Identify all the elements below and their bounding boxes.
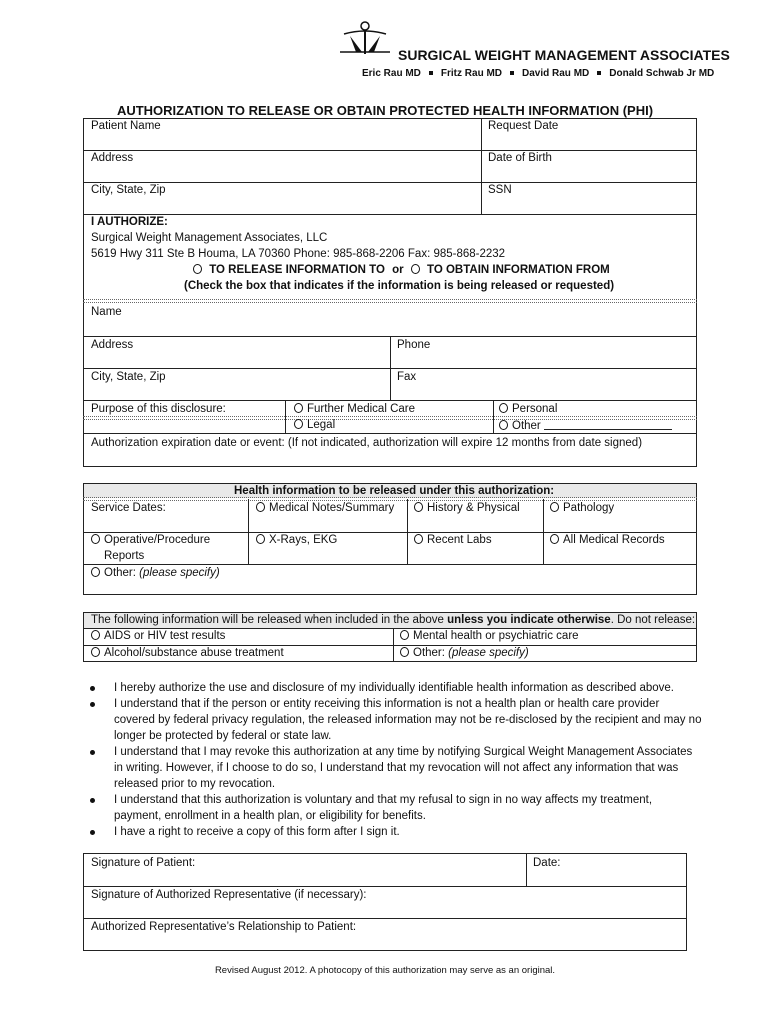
history-physical-option[interactable]: History & Physical <box>414 502 520 514</box>
pathology-radio[interactable] <box>550 502 559 512</box>
company-contact: 5619 Hwy 311 Ste B Houma, LA 70360 Phone: 985-868-2206 Fax: 985-868-2232 <box>91 248 506 260</box>
mental-health-radio[interactable] <box>400 630 409 640</box>
recipient-name-field[interactable]: Name <box>91 306 122 318</box>
doctor-name: Fritz Rau MD <box>440 68 503 79</box>
list-item: I understand that I may revoke this authorization at any time by notifying Surgical Weight Management Associates in writing. However, if I choose to do so, I understand that my revocation will not affect any information that was released prior to my revocation. <box>90 744 702 792</box>
other-exclusion-radio[interactable] <box>400 647 409 657</box>
request-date-field[interactable]: Request Date <box>488 120 559 132</box>
medical-notes-radio[interactable] <box>256 502 265 512</box>
caduceus-figure-logo-icon <box>340 20 390 54</box>
other-purpose-blank[interactable] <box>544 419 672 430</box>
list-item: I hereby authorize the use and disclosure of my individually identifiable health information as described above. <box>90 680 702 696</box>
form-title: AUTHORIZATION TO RELEASE OR OBTAIN PROTECTED HEALTH INFORMATION (PHI) <box>116 103 654 118</box>
doctor-name: Eric Rau MD <box>362 68 421 79</box>
other-purpose-option[interactable]: Other <box>499 419 672 432</box>
recipient-phone-field[interactable]: Phone <box>397 339 431 351</box>
personal-option[interactable]: Personal <box>499 403 557 415</box>
legal-option[interactable]: Legal <box>294 419 335 431</box>
further-care-radio[interactable] <box>294 403 303 413</box>
other-purpose-radio[interactable] <box>499 420 508 430</box>
operative-radio[interactable] <box>91 534 100 544</box>
doctors-list <box>362 68 714 79</box>
patient-signature-field[interactable]: Signature of Patient: <box>91 857 196 869</box>
release-obtain-instruction: (Check the box that indicates if the information is being released or requested) <box>184 280 615 292</box>
list-item: I have a right to receive a copy of this form after I sign it. <box>90 824 702 840</box>
or-label: or <box>392 264 404 276</box>
exclusions-intro: The following information will be released when included in the above unless you indicate otherwise. Do not release: <box>91 614 696 626</box>
footer-note: Revised August 2012. A photocopy of this authorization may serve as an original. <box>214 965 556 976</box>
organization-name: SURGICAL WEIGHT MANAGEMENT ASSOCIATES <box>398 47 730 63</box>
recent-labs-option[interactable]: Recent Labs <box>414 534 492 546</box>
other-health-info-option[interactable]: Other: (please specify) <box>91 567 220 579</box>
other-health-info-radio[interactable] <box>91 567 100 577</box>
further-care-option[interactable]: Further Medical Care <box>294 403 415 415</box>
representative-signature-field[interactable]: Signature of Authorized Representative (if necessary): <box>91 889 367 901</box>
recipient-fax-field[interactable]: Fax <box>397 371 417 383</box>
alcohol-option[interactable]: Alcohol/substance abuse treatment <box>91 647 284 659</box>
expiration-field[interactable]: Authorization expiration date or event: (If not indicated, authorization will expire 12 months from date signed) <box>91 437 643 449</box>
xrays-radio[interactable] <box>256 534 265 544</box>
release-to-label: TO RELEASE INFORMATION TO <box>209 264 385 276</box>
release-obtain-choice <box>193 264 610 276</box>
doctor-name: Donald Schwab Jr MD <box>609 68 715 79</box>
list-item: I understand that this authorization is voluntary and that my refusal to sign in no way affects my treatment, payment, enrollment in a health plan, or eligibility for benefits. <box>90 792 702 824</box>
patient-address-field[interactable]: Address <box>91 152 134 164</box>
recipient-city-state-zip-field[interactable]: City, State, Zip <box>91 371 166 383</box>
other-exclusion-option[interactable]: Other: (please specify) <box>400 647 529 659</box>
signature-date-field[interactable]: Date: <box>533 857 561 869</box>
personal-radio[interactable] <box>499 403 508 413</box>
aids-radio[interactable] <box>91 630 100 640</box>
medical-notes-option[interactable]: Medical Notes/Summary <box>256 502 394 514</box>
history-physical-radio[interactable] <box>414 502 423 512</box>
legal-radio[interactable] <box>294 419 303 429</box>
xrays-option[interactable]: X-Rays, EKG <box>256 534 337 546</box>
operative-option-cont: Reports <box>104 550 145 562</box>
mental-health-option[interactable]: Mental health or psychiatric care <box>400 630 579 642</box>
doctor-name: David Rau MD <box>522 68 590 79</box>
recent-labs-radio[interactable] <box>414 534 423 544</box>
patient-city-state-zip-field[interactable]: City, State, Zip <box>91 184 166 196</box>
recipient-address-field[interactable]: Address <box>91 339 134 351</box>
list-item: I understand that if the person or entity receiving this information is not a health plan or health care provider covered by federal privacy regulation, the released information may not be re-disclosed by the recipient and may no longer be protected by federal or state law. <box>90 696 702 744</box>
patient-name-field[interactable]: Patient Name <box>91 120 161 132</box>
representative-relationship-field[interactable]: Authorized Representative’s Relationship to Patient: <box>91 921 357 933</box>
purpose-label: Purpose of this disclosure: <box>91 403 226 415</box>
obtain-from-radio[interactable] <box>411 264 420 274</box>
release-to-radio[interactable] <box>193 264 202 274</box>
aids-option[interactable]: AIDS or HIV test results <box>91 630 225 642</box>
authorized-company: Surgical Weight Management Associates, LLC <box>91 232 328 244</box>
all-records-radio[interactable] <box>550 534 559 544</box>
health-info-heading: Health information to be released under this authorization: <box>234 485 555 497</box>
authorize-heading: I AUTHORIZE: <box>91 216 168 228</box>
pathology-option[interactable]: Pathology <box>550 502 614 514</box>
date-of-birth-field[interactable]: Date of Birth <box>488 152 552 164</box>
all-records-option[interactable]: All Medical Records <box>550 534 665 546</box>
obtain-from-label: TO OBTAIN INFORMATION FROM <box>427 264 610 276</box>
service-dates-field[interactable]: Service Dates: <box>91 502 166 514</box>
ssn-field[interactable]: SSN <box>488 184 512 196</box>
alcohol-radio[interactable] <box>91 647 100 657</box>
statements-list <box>90 680 702 840</box>
operative-option[interactable]: Operative/Procedure <box>91 534 210 546</box>
